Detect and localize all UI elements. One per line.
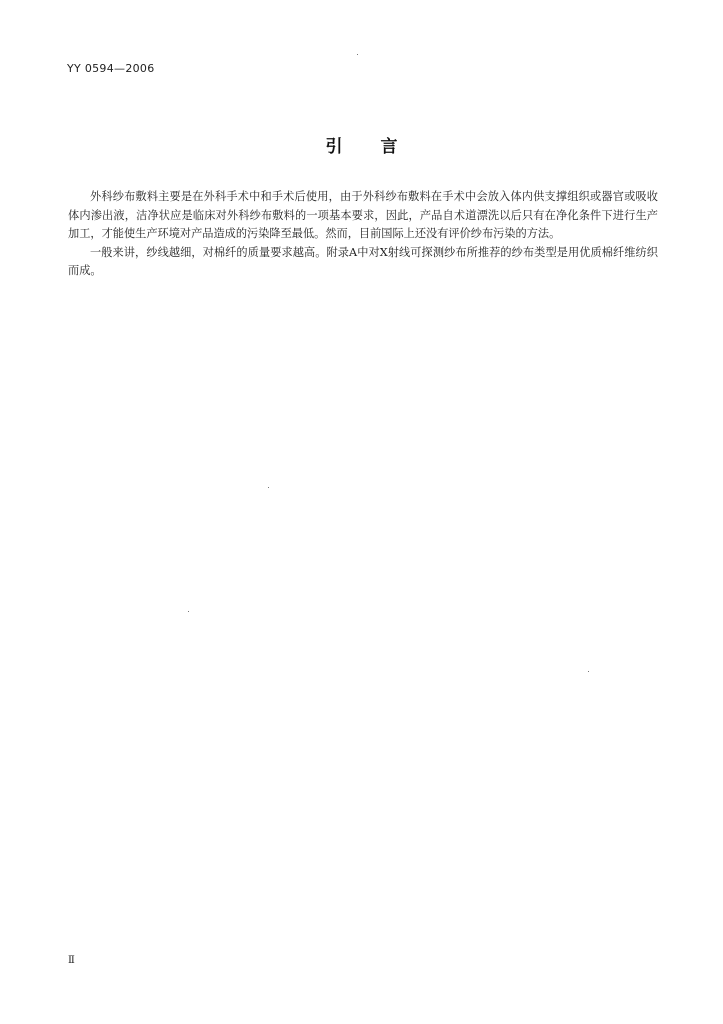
- paragraph-1: 外科纱布敷料主要是在外科手术中和手术后使用，由于外科纱布敷料在手术中会放入体内供支撑组织或器官或吸收体内渗出液，洁净状应是临床对外科纱布敷料的一项基本要求，因此，产品自术道漂洗以后只有在净化条件下进行生产加工，才能使生产环境对产品造成的污染降至最低。然而，目前国际上还没有评价纱布污染的方法。: [68, 190, 658, 240]
- scan-speck: [357, 54, 358, 55]
- scan-speck: [588, 671, 589, 672]
- scan-speck: [268, 487, 269, 488]
- standard-number: YY 0594—2006: [67, 62, 155, 75]
- body-text: [68, 188, 658, 281]
- page-number: Ⅱ: [68, 955, 75, 966]
- scan-speck: [188, 611, 189, 612]
- paragraph-2: 一般来讲，纱线越细，对棉纤的质量要求越高。附录A中对X射线可探测纱布所推荐的纱布类型是用优质棉纤维纺织而成。: [68, 245, 658, 277]
- section-title: 引言: [325, 137, 436, 157]
